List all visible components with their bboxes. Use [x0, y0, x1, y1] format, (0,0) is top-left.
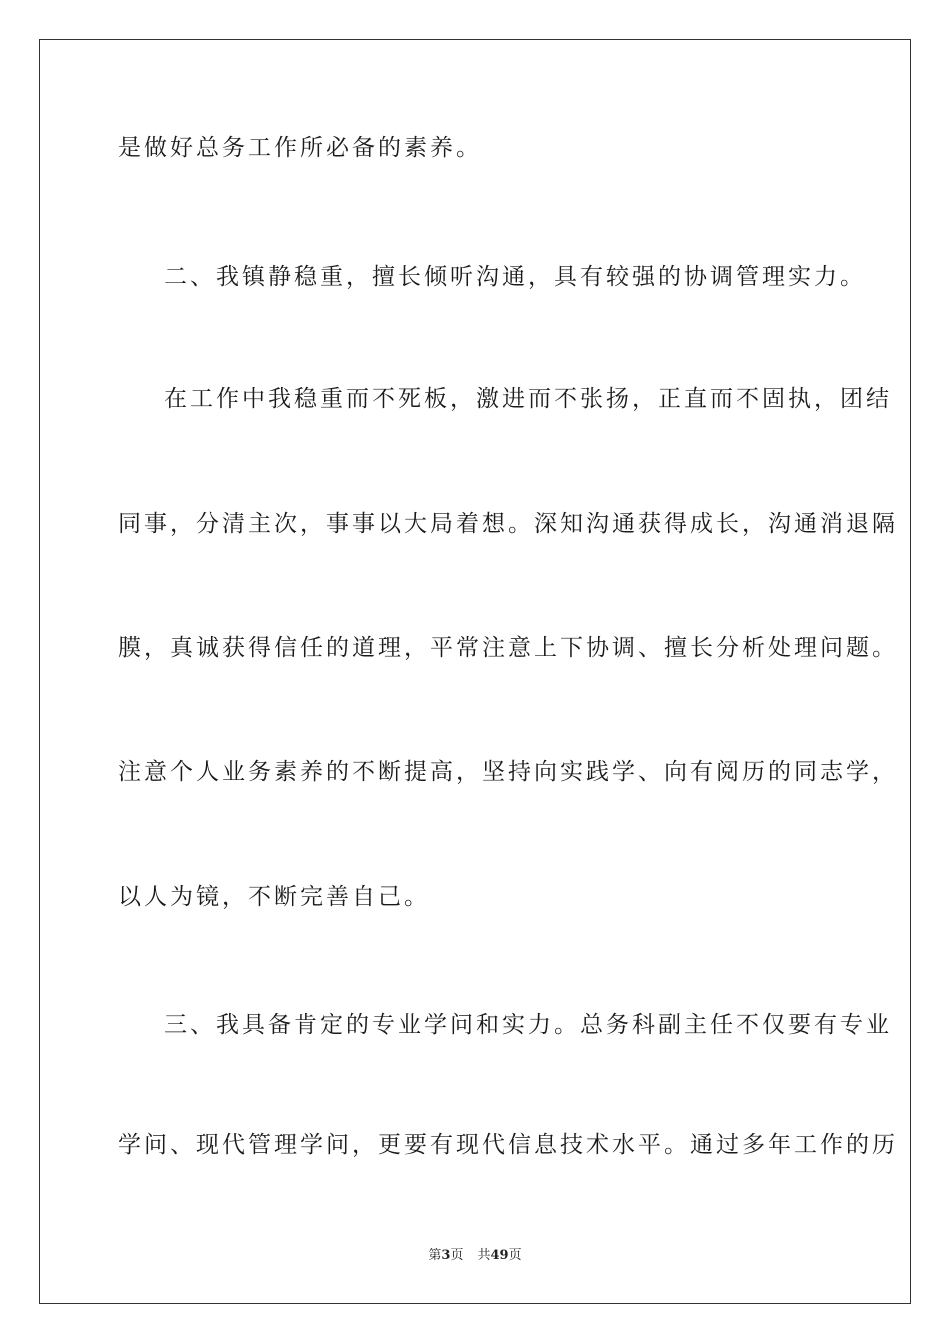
- page-frame: [39, 39, 911, 1304]
- text-line-6: 注意个人业务素养的不断提高，坚持向实践学、向有阅历的同志学，: [118, 759, 898, 785]
- page-footer: [0, 1248, 950, 1264]
- text-line-2: 二、我镇静稳重，擅长倾听沟通，具有较强的协调管理实力。: [164, 264, 866, 290]
- footer-page-number: 3: [441, 1248, 451, 1263]
- footer-page-prefix: 第: [428, 1248, 442, 1263]
- text-line-1: 是做好总务工作所必备的素养。: [118, 135, 482, 161]
- text-line-5: 膜，真诚获得信任的道理，平常注意上下协调、擅长分析处理问题。: [118, 635, 898, 661]
- text-line-4: 同事，分清主次，事事以大局着想。深知沟通获得成长，沟通消退隔: [118, 511, 898, 537]
- footer-total-prefix: 共: [477, 1248, 491, 1263]
- footer-total-pages: 49: [490, 1248, 509, 1263]
- text-line-9: 学问、现代管理学问，更要有现代信息技术水平。通过多年工作的历: [118, 1132, 898, 1158]
- text-line-8: 三、我具备肯定的专业学问和实力。总务科副主任不仅要有专业: [164, 1012, 892, 1038]
- text-line-3: 在工作中我稳重而不死板，激进而不张扬，正直而不固执，团结: [164, 386, 892, 412]
- text-line-7: 以人为镜，不断完善自己。: [118, 884, 430, 910]
- footer-page-suffix: 页: [450, 1248, 464, 1263]
- footer-total-suffix: 页: [508, 1248, 522, 1263]
